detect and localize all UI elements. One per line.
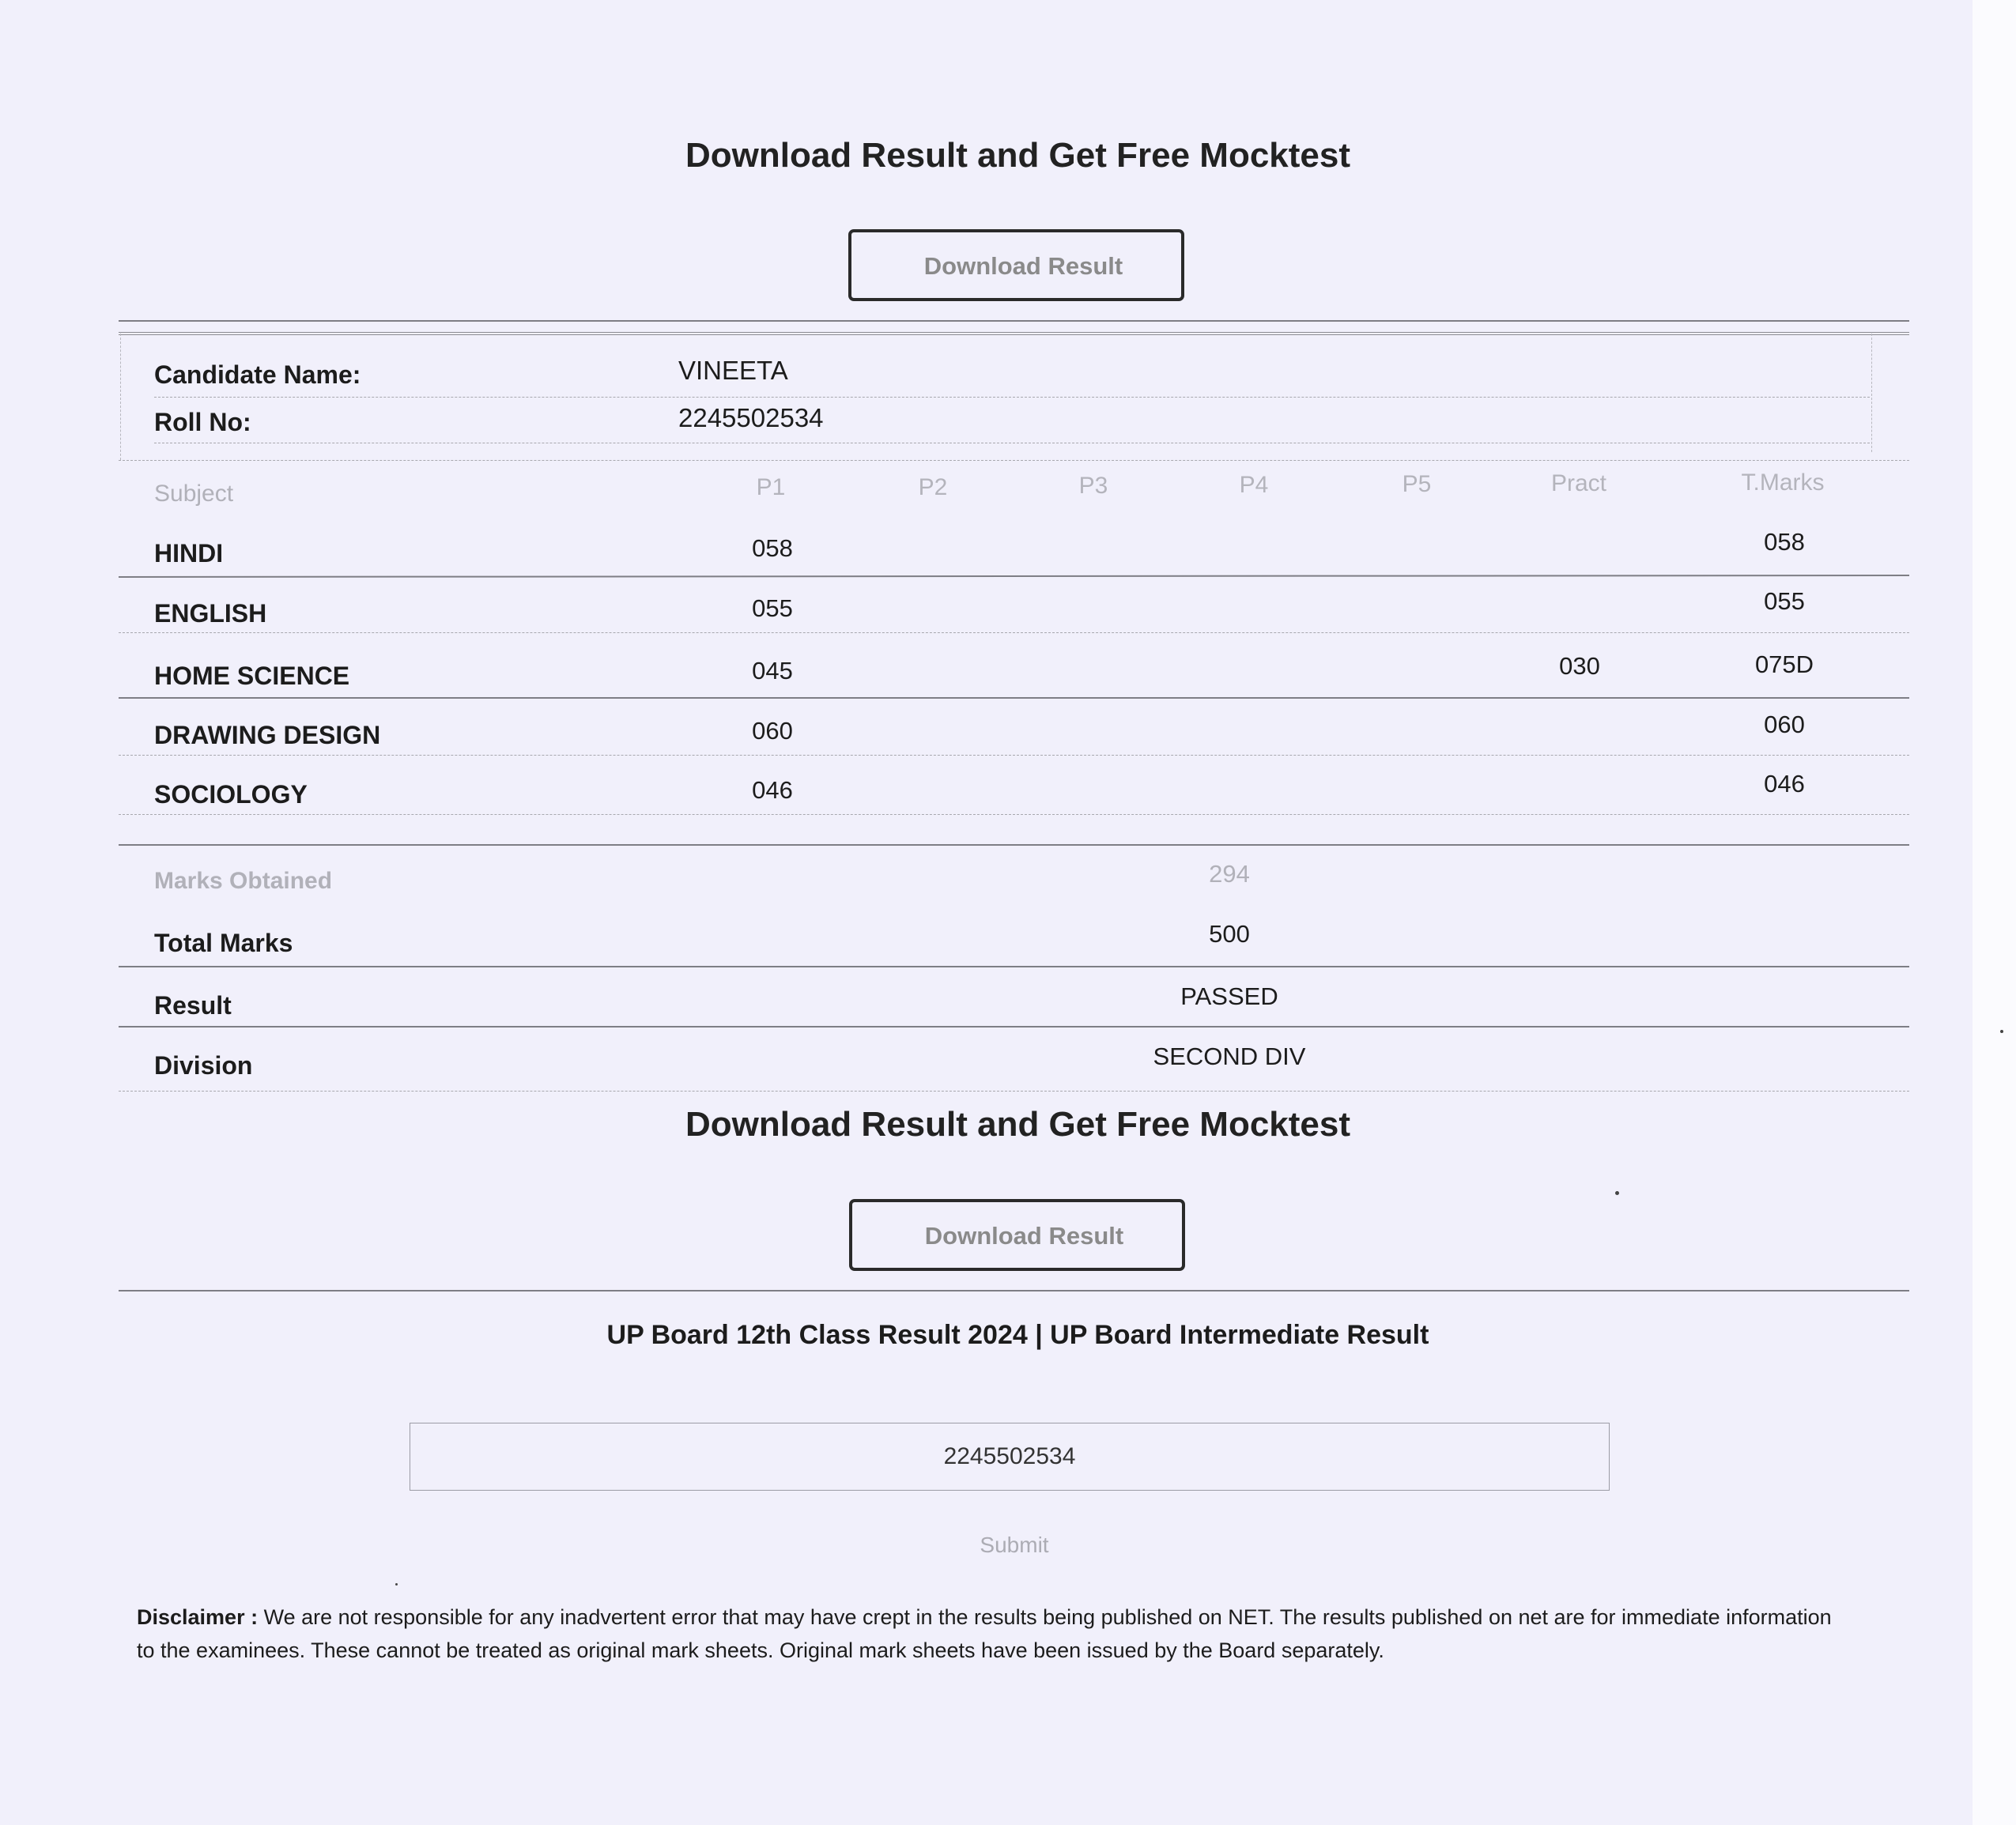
submit-button[interactable]: Submit bbox=[935, 1532, 1093, 1559]
table-row-subject: HINDI bbox=[154, 539, 224, 567]
table-row-p1: 055 bbox=[752, 594, 793, 622]
col-header-pract: Pract bbox=[1550, 470, 1607, 496]
col-header-subject: Subject bbox=[154, 481, 234, 507]
table-row-subject: SOCIOLOGY bbox=[154, 780, 308, 809]
roll-number-input[interactable] bbox=[410, 1423, 1610, 1491]
paper-speck bbox=[2000, 1030, 2003, 1033]
table-row-total: 046 bbox=[1764, 770, 1805, 797]
candidate-name-value: VINEETA bbox=[678, 356, 788, 385]
division-value: SECOND DIV bbox=[1153, 1043, 1306, 1070]
col-header-p4: P4 bbox=[1239, 472, 1269, 498]
top-download-result-button[interactable]: Download Result bbox=[848, 229, 1184, 301]
divider bbox=[119, 320, 1909, 322]
candidate-box-border bbox=[1871, 334, 1872, 452]
paper-edge bbox=[1973, 0, 2016, 1825]
divider bbox=[119, 632, 1909, 633]
table-row-total: 058 bbox=[1764, 528, 1805, 556]
table-row-p1: 046 bbox=[752, 776, 793, 804]
divider bbox=[119, 1026, 1909, 1028]
divider bbox=[119, 755, 1909, 756]
divider bbox=[119, 844, 1909, 846]
paper-speck bbox=[395, 1583, 398, 1586]
top-heading: Download Result and Get Free Mocktest bbox=[685, 136, 1351, 175]
disclaimer-label: Disclaimer : bbox=[137, 1605, 259, 1629]
paper-speck bbox=[1615, 1191, 1619, 1195]
table-row-p1: 060 bbox=[752, 717, 793, 745]
table-row-subject: HOME SCIENCE bbox=[154, 662, 350, 690]
bottom-download-result-button[interactable]: Download Result bbox=[849, 1199, 1185, 1271]
col-header-p5: P5 bbox=[1402, 471, 1432, 497]
table-row-p1: 045 bbox=[752, 657, 793, 684]
divider bbox=[119, 1290, 1909, 1291]
roll-no-value: 2245502534 bbox=[678, 403, 824, 432]
table-row-total: 060 bbox=[1764, 711, 1805, 738]
disclaimer-text: We are not responsible for any inadvertent error that may have crept in the results being published on NET. The results published on net are for immediate information to the examinees. These cannot be treated as original mark sheets. Original mark sheets have been issued by the Board separately. bbox=[137, 1605, 1832, 1662]
divider bbox=[154, 397, 1870, 398]
bottom-heading: Download Result and Get Free Mocktest bbox=[685, 1105, 1351, 1144]
col-header-p2: P2 bbox=[918, 474, 948, 500]
table-row-total: 075D bbox=[1754, 650, 1814, 678]
divider bbox=[119, 332, 1909, 335]
marks-obtained-value: 294 bbox=[1209, 860, 1250, 888]
total-marks-label: Total Marks bbox=[154, 929, 293, 957]
table-row-p1: 058 bbox=[752, 534, 793, 562]
disclaimer bbox=[137, 1601, 1837, 1667]
divider bbox=[119, 966, 1909, 967]
divider bbox=[119, 460, 1909, 461]
table-row-subject: ENGLISH bbox=[154, 599, 267, 628]
division-label: Division bbox=[154, 1051, 253, 1080]
total-marks-value: 500 bbox=[1209, 920, 1250, 948]
candidate-box-border bbox=[120, 334, 121, 460]
divider bbox=[119, 814, 1909, 815]
col-header-tmarks: T.Marks bbox=[1741, 469, 1825, 496]
search-form-title: UP Board 12th Class Result 2024 | UP Board Intermediate Result bbox=[606, 1320, 1429, 1350]
col-header-p1: P1 bbox=[756, 474, 786, 500]
divider bbox=[119, 697, 1909, 699]
marks-obtained-label: Marks Obtained bbox=[154, 868, 333, 894]
candidate-name-label: Candidate Name: bbox=[154, 360, 361, 389]
result-value: PASSED bbox=[1180, 982, 1278, 1010]
table-row-pract: 030 bbox=[1559, 652, 1600, 680]
roll-no-label: Roll No: bbox=[154, 408, 251, 436]
divider bbox=[119, 1091, 1909, 1092]
result-label: Result bbox=[154, 991, 232, 1020]
table-row-total: 055 bbox=[1764, 587, 1805, 615]
col-header-p3: P3 bbox=[1078, 473, 1108, 499]
table-row-subject: DRAWING DESIGN bbox=[154, 721, 381, 749]
